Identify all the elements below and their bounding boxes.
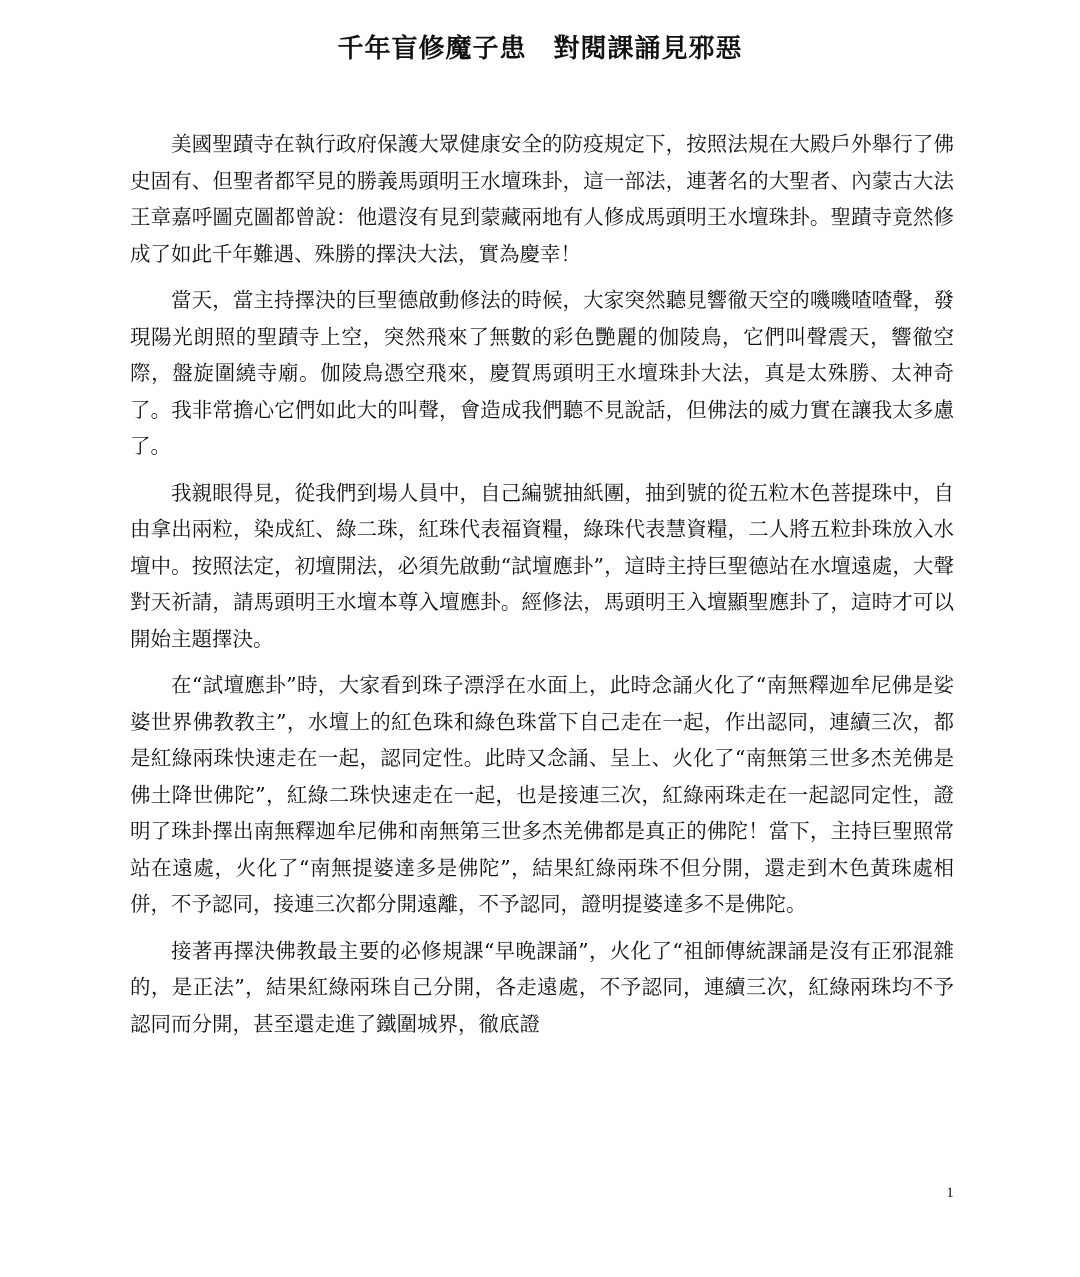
paragraph: 在“試壇應卦”時，大家看到珠子漂浮在水面上，此時念誦火化了“南無釋迦牟尼佛是娑婆世界佛教教主”，水壇上的紅色珠和綠色珠當下自己走在一起，作出認同，連續三次，都是紅綠兩珠快速走在一起，認同定性。此時又念誦、呈上、火化了“南無第三世多杰羌佛是佛土降世佛陀”，紅綠二珠快速走在一起，也是接連三次，紅綠兩珠走在一起認同定性，證明了珠卦擇出南無釋迦牟尼佛和南無第三世多杰羌佛都是真正的佛陀！當下，主持巨聖照常站在遠處，火化了“南無提婆達多是佛陀”，結果紅綠兩珠不但分開，還走到木色黃珠處相併，不予認同，接連三次都分開遠離，不予認同，證明提婆達多不是佛陀。 [130, 673, 954, 916]
page-title: 千年盲修魔子患 對閱課誦見邪惡 [337, 34, 743, 64]
paragraph: 當天，當主持擇決的巨聖德啟動修法的時候，大家突然聽見響徹天空的嘰嘰喳喳聲，發現陽光朗照的聖蹟寺上空，突然飛來了無數的彩色艷麗的伽陵鳥，它們叫聲震天，響徹空際，盤旋圍繞寺廟。伽陵鳥憑空飛來，慶賀馬頭明王水壇珠卦大法，真是太殊勝、太神奇了。我非常擔心它們如此大的叫聲，會造成我們聽不見說話，但佛法的威力實在讓我太多慮了。 [130, 288, 954, 458]
document-body [130, 126, 954, 1052]
page-number: 1 [946, 1185, 954, 1201]
paragraph: 接著再擇決佛教最主要的必修規課“早晚課誦”，火化了“祖師傳統課誦是沒有正邪混雜的，是正法”，結果紅綠兩珠自己分開，各走遠處，不予認同，連續三次，紅綠兩珠均不予認同而分開，甚至還走進了鐵圍城界，徹底證 [130, 938, 954, 1036]
paragraph: 美國聖蹟寺在執行政府保護大眾健康安全的防疫規定下，按照法規在大殿戶外舉行了佛史固有、但聖者都罕見的勝義馬頭明王水壇珠卦，這一部法，連著名的大聖者、內蒙古大法王章嘉呼圖克圖都曾說：他還沒有見到蒙藏兩地有人修成馬頭明王水壇珠卦。聖蹟寺竟然修成了如此千年難遇、殊勝的擇決大法，實為慶幸！ [130, 132, 954, 266]
paragraph: 我親眼得見，從我們到場人員中，自己編號抽紙團，抽到號的從五粒木色菩提珠中，自由拿出兩粒，染成紅、綠二珠，紅珠代表福資糧，綠珠代表慧資糧，二人將五粒卦珠放入水壇中。按照法定，初壇開法，必須先啟動“試壇應卦”，這時主持巨聖德站在水壇遠處，大聲對天祈請，請馬頭明王水壇本尊入壇應卦。經修法，馬頭明王入壇顯聖應卦了，這時才可以開始主題擇決。 [130, 480, 954, 651]
